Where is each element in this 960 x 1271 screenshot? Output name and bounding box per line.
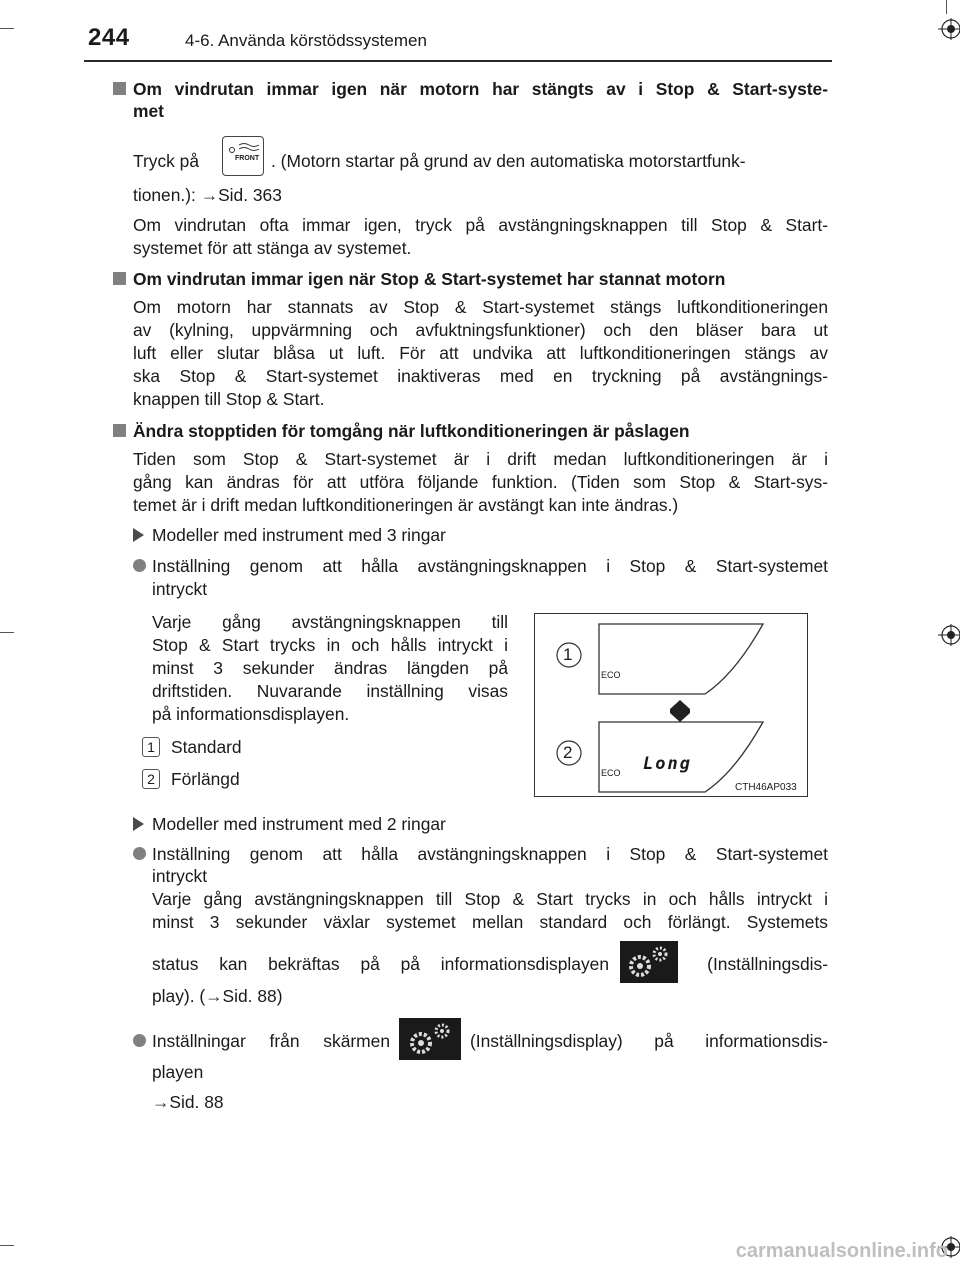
bullet-line: (Inställningsdisplay) på informationsdis-: [470, 1031, 828, 1051]
bullet-line: Inställning genom att hålla avstängningsknappen i Stop & Start-systemet: [152, 844, 828, 864]
page-reference-link[interactable]: Sid. 88): [222, 986, 283, 1006]
page-number: 244: [88, 24, 130, 51]
triangle-bullet-icon: [133, 528, 144, 542]
front-defroster-button-icon: [222, 136, 264, 176]
defroster-label: FRONT: [235, 155, 260, 162]
legend-label: Standard: [171, 737, 242, 757]
page-reference-link[interactable]: Sid. 363: [218, 185, 282, 205]
legend-number: 1: [142, 737, 160, 757]
paragraph-line: [271, 150, 828, 173]
section-title: Om vindrutan immar igen när motorn har stängts av i Stop & Start-syste-: [133, 79, 828, 99]
bullet-dot-icon: [133, 1034, 146, 1047]
description-line: driftstiden. Nuvarande inställning visas: [152, 681, 508, 701]
gear-icon: [620, 941, 678, 983]
description-line: Varje gång avstängningsknappen till: [152, 612, 508, 632]
bullet-line: intryckt: [152, 579, 208, 599]
text: Tryck på: [133, 151, 200, 171]
text: . (Motorn startar på grund av den automatiska motorstartfunk-: [271, 151, 746, 171]
registration-mark: [938, 18, 960, 40]
text: play). (: [152, 986, 206, 1006]
description-line: minst 3 sekunder ändras längden på: [152, 658, 508, 678]
paragraph-line: temet är i drift medan luftkonditioneringen är avstängt kan inte ändras.): [133, 495, 679, 515]
watermark: carmanualsonline.info: [735, 1240, 948, 1262]
instrument-display-figure: [534, 613, 808, 797]
bullet-dot-icon: [133, 559, 146, 572]
figure-code: CTH46AP033: [735, 782, 797, 793]
section-square-icon: [113, 82, 126, 95]
bullet-line: Inställning genom att hålla avstängningsknappen i Stop & Start-systemet: [152, 556, 828, 576]
paragraph-line: knappen till Stop & Start.: [133, 389, 325, 409]
bullet-line: minst 3 sekunder växlar systemet mellan standard och förlängt. Systemets: [152, 912, 828, 932]
bullet-line: Varje gång avstängningsknappen till Stop & Start trycks in och hålls intryckt i: [152, 889, 828, 909]
header-rule: [84, 60, 832, 62]
toggle-arrow-icon: [670, 700, 690, 722]
paragraph-line: Om motorn har stannats av Stop & Start-systemet stängs luftkonditioneringen: [133, 297, 828, 317]
paragraph-line: gång kan ändras för att utföra följande funktion. (Tiden som Stop & Start-sys-: [133, 472, 828, 492]
arrow-icon: →: [200, 185, 219, 205]
callout-number: 1: [563, 645, 573, 664]
long-segment-display: Long: [643, 754, 692, 774]
registration-mark: [938, 624, 960, 646]
callout-number: 2: [563, 743, 573, 762]
description-line: Stop & Start trycks in och hålls intryckt i: [152, 635, 508, 655]
settings-gears-icon: [620, 941, 678, 983]
settings-gears-icon: [399, 1018, 461, 1060]
triangle-bullet-icon: [133, 817, 144, 831]
bullet-line: Inställningar från skärmen: [152, 1031, 390, 1051]
arrow-icon: →: [152, 1092, 170, 1112]
legend-label: Förlängd: [171, 769, 240, 789]
section-title-cont: met: [133, 101, 164, 121]
crop-mark: [0, 28, 14, 29]
page-reference-link[interactable]: Sid. 88: [169, 1092, 224, 1112]
section-title: Ändra stopptiden för tomgång när luftkonditioneringen är påslagen: [133, 421, 690, 441]
paragraph-line: ska Stop & Start-systemet inaktiveras med en tryckning på avstängnings-: [133, 366, 828, 386]
model-heading: Modeller med instrument med 2 ringar: [152, 814, 446, 834]
bullet-line: [152, 985, 828, 1008]
crop-mark: [946, 0, 947, 14]
bullet-line: status kan bekräftas på på informationsdisplayen: [152, 954, 609, 974]
bullet-line: (Inställningsdis-: [707, 954, 828, 974]
gear-icon: [399, 1018, 461, 1060]
text: tionen.):: [133, 185, 196, 205]
paragraph-line: av (kylning, uppvärmning och avfuktningsfunktioner) och den bläser bara ut: [133, 320, 828, 340]
bullet-line: intryckt: [152, 866, 208, 886]
crop-mark: [0, 632, 14, 633]
paragraph-line: Tiden som Stop & Start-systemet är i drift medan luftkonditioneringen är i: [133, 449, 828, 469]
crop-mark: [0, 1245, 14, 1246]
arrow-icon: →: [205, 986, 223, 1006]
bullet-dot-icon: [133, 847, 146, 860]
eco-indicator: ECO: [601, 670, 621, 680]
legend-number: 2: [142, 769, 160, 789]
paragraph-line: luft eller slutar blåsa ut luft. För att undvika att luftkonditioneringen stängs av: [133, 343, 828, 363]
paragraph-line: Om vindrutan ofta immar igen, tryck på avstängningsknappen till Stop & Start-: [133, 215, 828, 235]
bullet-line: playen: [152, 1062, 204, 1082]
description-line: på informationsdisplayen.: [152, 704, 350, 724]
paragraph-line: [133, 184, 828, 207]
paragraph-line: systemet för att stänga av systemet.: [133, 238, 412, 258]
bullet-line: [152, 1091, 828, 1114]
section-title: Om vindrutan immar igen när Stop & Start-systemet har stannat motorn: [133, 269, 726, 289]
eco-indicator: ECO: [601, 768, 621, 778]
model-heading: Modeller med instrument med 3 ringar: [152, 525, 446, 545]
display-panel-1: [599, 624, 763, 694]
section-square-icon: [113, 424, 126, 437]
chapter-title: 4-6. Använda körstödssystemen: [185, 31, 427, 50]
section-square-icon: [113, 272, 126, 285]
